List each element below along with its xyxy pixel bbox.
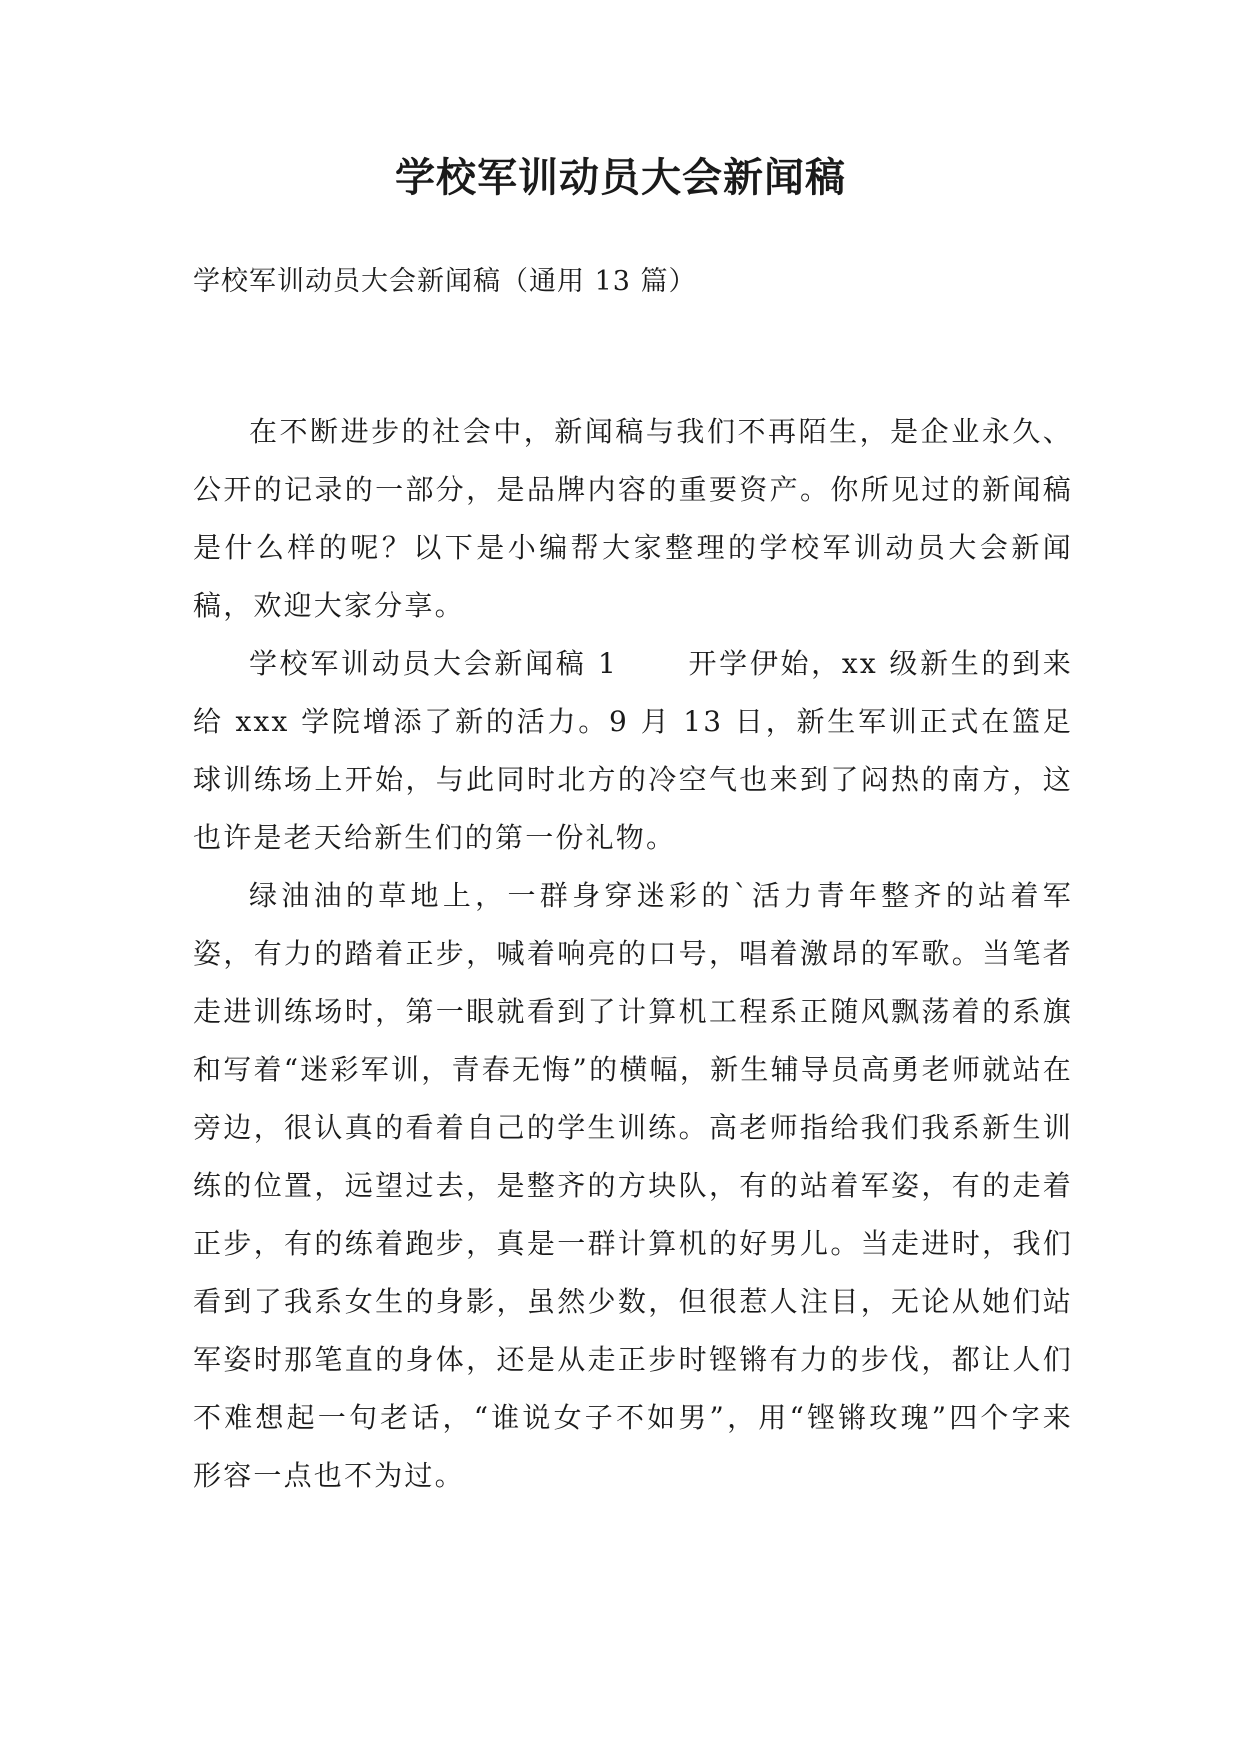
page-title: 学校军训动员大会新闻稿 [395,155,846,201]
article-1-heading: 学校军训动员大会新闻稿 1 [249,647,619,680]
article-1-paragraph [193,635,1073,867]
article-1-body-paragraph: 绿油油的草地上，一群身穿迷彩的`活力青年整齐的站着军姿，有力的踏着正步，喊着响亮的口号，唱着激昂的军歌。当笔者走进训练场时，第一眼就看到了计算机工程系正随风飘荡着的系旗和写着“迷彩军训，青春无悔”的横幅，新生辅导员高勇老师就站在旁边，很认真的看着自己的学生训练。高老师指给我们我系新生训练的位置，远望过去，是整齐的方块队，有的站着军姿，有的走着正步，有的练着跑步，真是一群计算机的好男儿。当走进时，我们看到了我系女生的身影，虽然少数，但很惹人注目，无论从她们站军姿时那笔直的身体，还是从走正步时铿锵有力的步伐，都让人们不难想起一句老话，“谁说女子不如男”，用“铿锵玫瑰”四个字来形容一点也不为过。 [193,879,1073,1492]
article-body [193,403,1073,1505]
article-1-lead-text: 开学伊始，xx 级新生的到来给 xxx 学院增添了新的活力。9 月 13 日，新生军训正式在篮足球训练场上开始，与此同时北方的冷空气也来到了闷热的南方，这也许是老天给新生们的第一份礼物。 [193,647,1073,854]
document-subtitle: 学校军训动员大会新闻稿（通用 13 篇） [193,266,697,297]
intro-paragraph: 在不断进步的社会中，新闻稿与我们不再陌生，是企业永久、公开的记录的一部分，是品牌内容的重要资产。你所见过的新闻稿是什么样的呢？以下是小编帮大家整理的学校军训动员大会新闻稿，欢迎大家分享。 [193,415,1073,622]
